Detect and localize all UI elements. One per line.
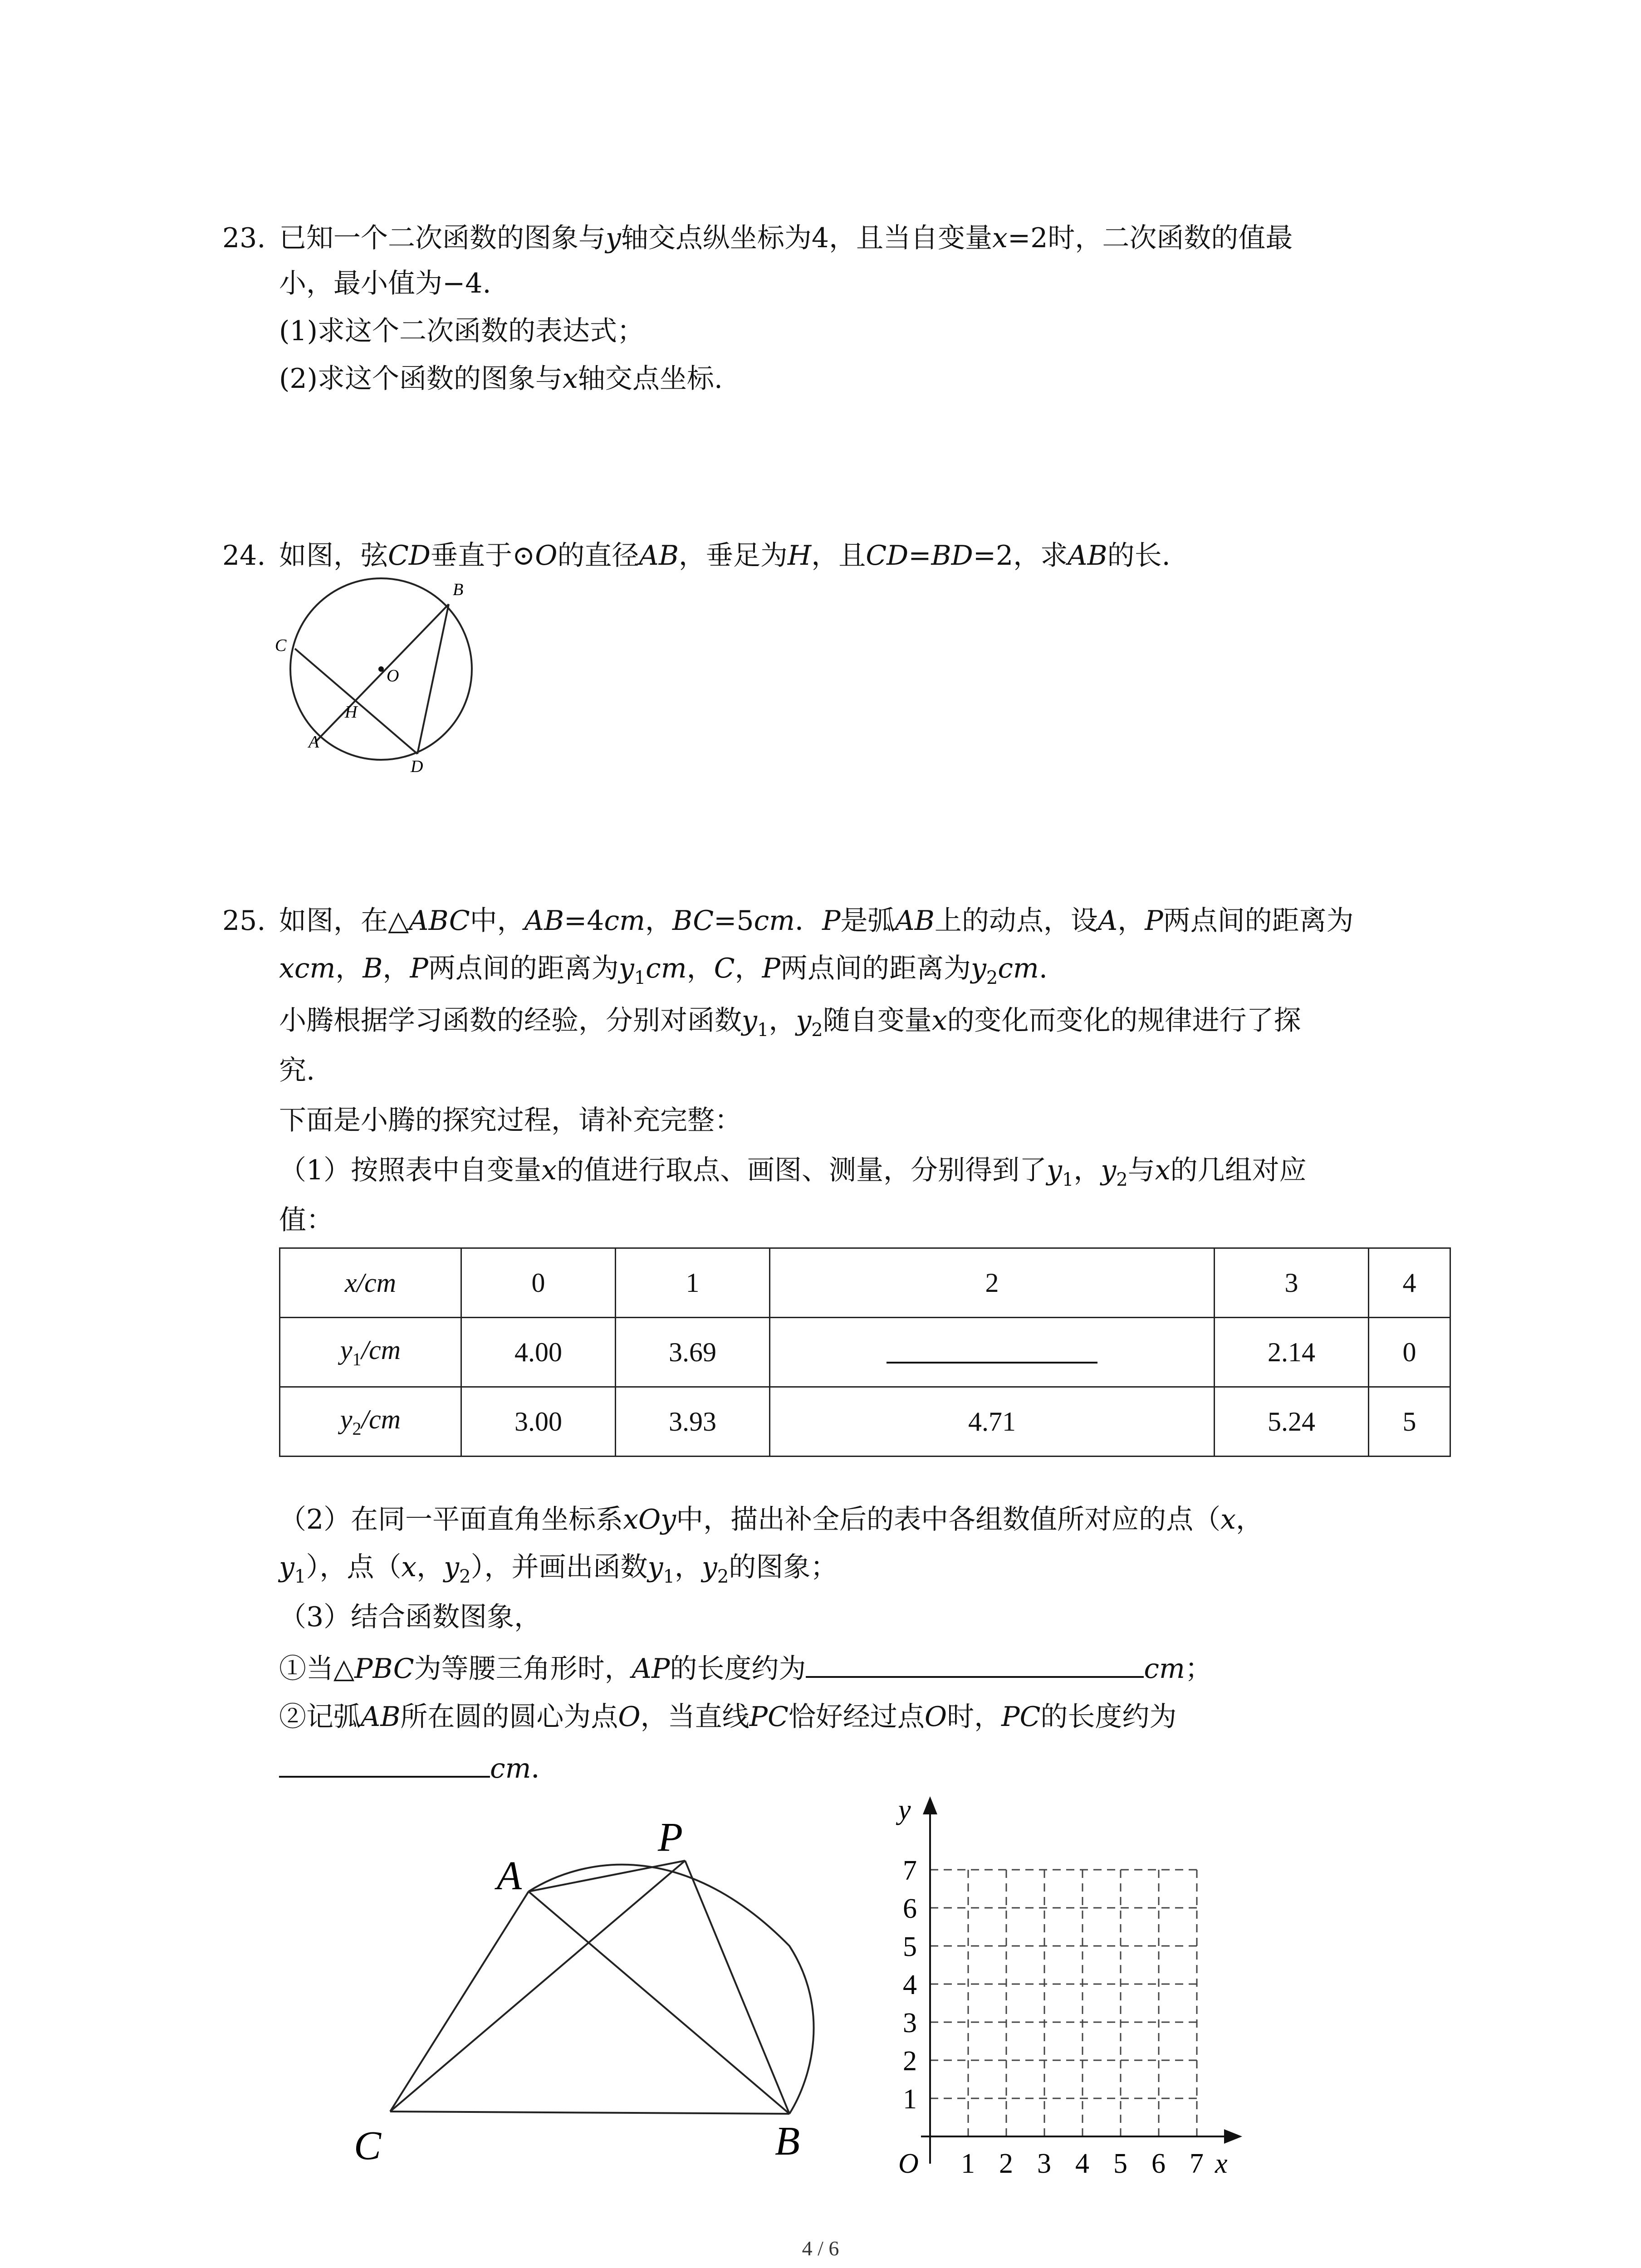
segment-ab [529,1892,789,2114]
table-header-y1: $y_1/cm$ [280,1318,461,1387]
x-tick-label: 2 [999,2148,1013,2179]
y-axis-arrow [923,1796,937,1814]
q25-part-3-item-2-cont: cm． [279,1749,558,1787]
chord-bd [417,604,449,754]
circle-figure [272,576,481,776]
q25-part-3: （3）结合函数图象， [279,1601,542,1633]
label-p: P [658,1815,683,1860]
triangle-arc-figure [336,1810,835,2182]
q25-part-3-item-2: ②记弧AB所在圆的圆心为点O，当直线PC恰好经过点O时，PC的长度约为 [279,1701,1177,1733]
table-cell: 3.93 [616,1387,770,1457]
q25-line-6: （1）按照表中自变量x的值进行取点、画图、测量，分别得到了$y_1$，$y_2$与x的几组对应 [279,1154,1307,1190]
y-tick-label: 3 [903,2008,917,2038]
label-a: A [497,1853,522,1898]
q25-line-5: 下面是小腾的探究过程，请补充完整： [279,1105,742,1136]
x-tick-label: 7 [1190,2148,1204,2179]
q25-line-2: xcm，B，P两点间的距离为$y_1cm$，C，P两点间的距离为$y_2cm$. [279,953,1048,988]
table-cell: 2 [770,1248,1215,1318]
table-cell: 1 [616,1248,770,1318]
label-c: C [275,636,287,655]
table-cell: 4.71 [770,1387,1215,1457]
q23-line-2: 小，最小值为−4. [279,268,491,299]
q23-line-1: 已知一个二次函数的图象与y轴交点纵坐标为4，且当自变量x=2时，二次函数的值最 [279,222,1293,254]
q23-part-2: (2)求这个函数的图象与x轴交点坐标. [279,363,723,395]
y-tick-label: 6 [903,1893,917,1924]
y-tick-label: 2 [903,2046,917,2077]
q25-line-7: 值： [279,1204,333,1236]
label-a: A [309,733,319,752]
side-cb [390,2112,789,2114]
segment-pb [685,1861,789,2114]
q25-part-2-line-1: （2）在同一平面直角坐标系xOy中，描出补全后的表中各组数值所对应的点（x， [279,1504,1263,1535]
table-cell: 3 [1215,1248,1369,1318]
diameter-ab [315,604,449,742]
origin-label: O [898,2148,919,2179]
table-cell: 5.24 [1215,1387,1369,1457]
y-tick-label: 7 [903,1855,917,1886]
table-header-x: x/cm [280,1248,461,1318]
q25-part-3-item-1: ①当△PBC为等腰三角形时，AP的长度约为 cm； [279,1649,1212,1687]
label-h: H [345,703,358,722]
q23-part-1: (1)求这个二次函数的表达式； [279,315,644,347]
x-axis-label: x [1215,2148,1228,2179]
table-cell: 4.00 [461,1318,616,1387]
table-cell: 0 [1369,1318,1450,1387]
x-tick-label: 1 [961,2148,975,2179]
label-d: D [411,757,423,776]
x-tick-label: 4 [1075,2148,1089,2179]
coordinate-grid[interactable] [880,1792,1270,2195]
side-ca [390,1892,529,2112]
y-axis-label: y [898,1794,911,1825]
q25-number: 25. [222,905,266,937]
table-cell: 0 [461,1248,616,1318]
q25-part-2-line-2: $y_1$），点（x，$y_2$），并画出函数$y_1$，$y_2$的图象； [279,1551,838,1587]
table-cell: 4 [1369,1248,1450,1318]
fill-in-blank[interactable] [887,1334,1097,1364]
table-cell: 3.00 [461,1387,616,1457]
table-row-y2 [280,1387,1450,1457]
table-row-x [280,1248,1450,1318]
center-point [378,666,384,672]
y-tick-label: 1 [903,2084,917,2115]
q24-text: 如图，弦CD垂直于⊙O的直径AB，垂足为H，且CD=BD=2，求AB的长. [279,540,1171,572]
table-cell-blank[interactable] [770,1318,1215,1387]
arc-ab [529,1865,814,2114]
table-row-y1 [280,1318,1450,1387]
q25-line-3: 小腾根据学习函数的经验，分别对函数$y_1$，$y_2$随自变量x的变化而变化的规律进行了探 [279,1005,1301,1041]
table-cell: 2.14 [1215,1318,1369,1387]
label-o: O [387,666,399,685]
page-number: 4 / 6 [802,2237,839,2260]
x-tick-label: 6 [1151,2148,1166,2179]
x-axis-arrow [1224,2129,1242,2144]
values-table [279,1247,1451,1457]
table-header-y2: $y_2/cm$ [280,1387,461,1457]
table-cell: 3.69 [616,1318,770,1387]
y-tick-label: 4 [903,1970,917,2000]
table-cell: 5 [1369,1387,1450,1457]
label-b: B [453,580,464,599]
answer-blank-2[interactable] [279,1749,490,1778]
label-b: B [775,2119,800,2164]
q24-number: 24. [222,540,266,572]
q23-number: 23. [222,222,266,254]
label-c: C [354,2123,382,2168]
q25-line-1: 如图，在△ABC中，AB=4cm，BC=5cm．P是弧AB上的动点，设A，P两点间的距离为 [279,905,1354,937]
x-tick-label: 3 [1037,2148,1051,2179]
y-tick-label: 5 [903,1931,917,1962]
x-tick-label: 5 [1113,2148,1127,2179]
answer-blank-1[interactable] [806,1649,1144,1678]
q25-line-4: 究. [279,1055,315,1086]
